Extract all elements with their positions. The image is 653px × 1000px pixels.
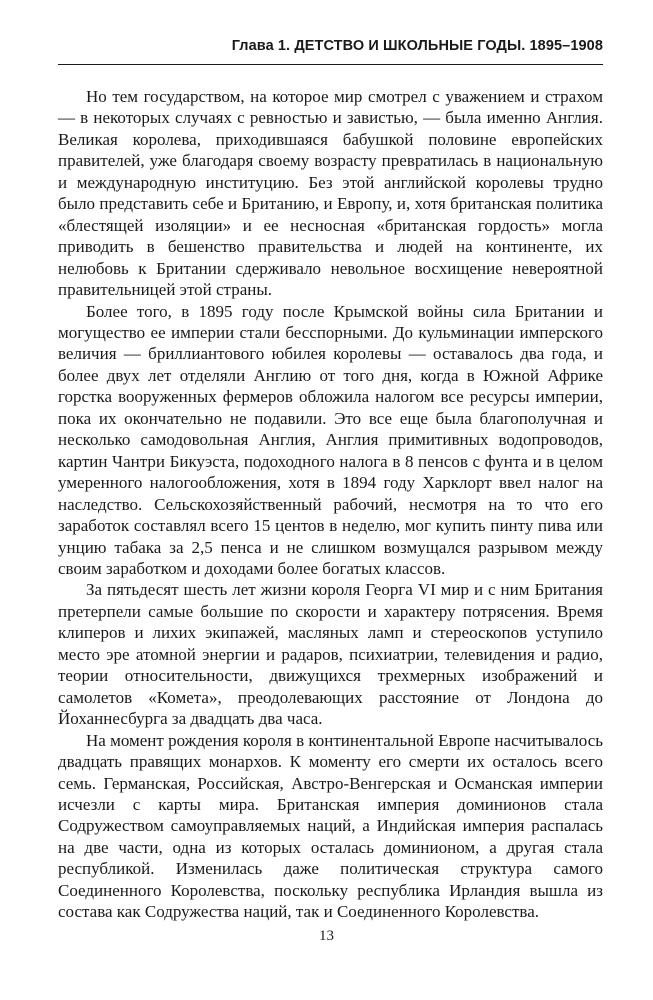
paragraph: Более того, в 1895 году после Крымской войны сила Британии и могущество ее империи стали бесспорными. До кульминации имперского величия — бриллиантового юбилея королевы — оставалось два года, и более двух лет отделяли Англию от того дня, когда в Южной Африке горстка вооруженных фермеров обложила налогом все ресурсы империи, пока их окончательно не подавили. Это все еще была благополучная и несколько самодовольная Англия, Англия примитивных водопроводов, картин Чантри Бикуэста, подоходного налога в 8 пенсов с фунта и в целом умеренного налогообложения, хотя в 1894 году Харклорт ввел налог на наследство. Сельскохозяйственный рабочий, несмотря на то что его заработок составлял всего 15 центов в неделю, мог купить пинту пива или унцию табака за 2,5 пенса и не слишком возмущался разрывом между своим заработком и доходами более богатых классов. (58, 301, 603, 578)
page-number: 13 (319, 928, 334, 944)
paragraph: Но тем государством, на которое мир смотрел с уважением и страхом — в некоторых случаях с ревностью и завистью, — была именно Англия. Великая королева, приходившаяся бабушкой половине европейских правителей, уже благодаря своему возрасту превратилась в национальную и международную институцию. Без этой английской королевы трудно было представить себе и Британию, и Европу, и, хотя британская политика «блестящей изоляции» и ее несносная «британская гордость» могла приводить в бешенство правительства и людей на континенте, их нелюбовь к Британии сдерживало невольное восхищение невероятной правительницей этой страны. (58, 87, 603, 300)
paragraph: На момент рождения короля в континентальной Европе насчитывалось двадцать правящих монархов. К моменту его смерти их осталось всего семь. Германская, Российская, Австро-Венгерская и Османская империи исчезли с карты мира. Британская империя доминионов стала Содружеством самоуправляемых наций, а Индийская империя распалась на две части, одна из которых осталась доминионом, а другая стала республикой. Изменилась даже политическая структура самого Соединенного Королевства, поскольку республика Ирландия вышла из состава как Содружества наций, так и Соединенного Королевства. (58, 730, 603, 922)
body-text (58, 86, 603, 923)
running-header: Глава 1. ДЕТСТВО И ШКОЛЬНЫЕ ГОДЫ. 1895–1908 (231, 38, 603, 54)
paragraph: За пятьдесят шесть лет жизни короля Георга VI мир и с ним Британия претерпели самые большие по скорости и характеру потрясения. Время клиперов и лихих экипажей, масляных ламп и стереоскопов уступило место эре атомной энергии и радаров, психиатрии, телевидения и радио, теории относительности, движущихся трехмерных изображений и самолетов «Комета», преодолевающих расстояние от Лондона до Йоханнесбурга за двадцать два часа. (58, 580, 603, 729)
header-rule (58, 64, 603, 65)
